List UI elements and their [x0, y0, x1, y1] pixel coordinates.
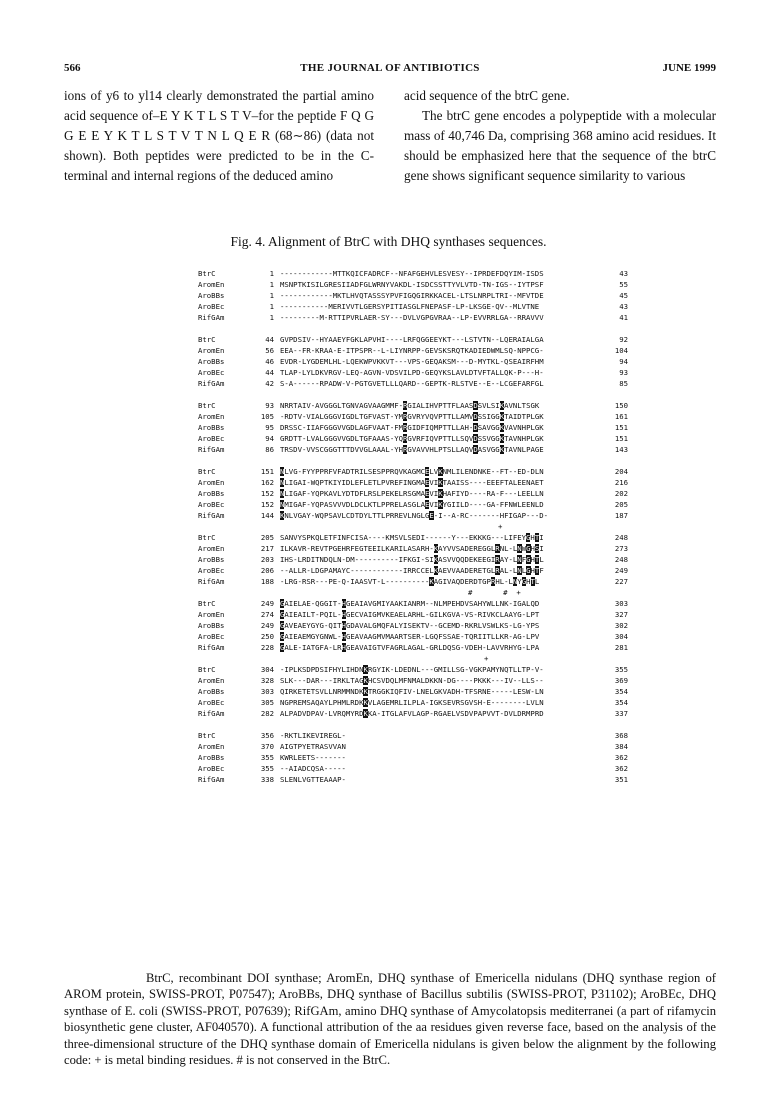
- highlighted-residue: G: [280, 621, 285, 630]
- highlighted-residue: K: [363, 665, 368, 674]
- start-position: 304: [260, 665, 274, 674]
- end-position: 369: [614, 676, 628, 685]
- highlighted-residue: N: [280, 500, 285, 509]
- alignment-sequence: GAIELAE-QGGIT-HGEAIAVGMIYAAKIANRM--NLMPEHDVSAHYWLLNK-IGALQD: [280, 599, 540, 608]
- start-position: 249: [260, 621, 274, 630]
- alignment-row: [198, 466, 658, 477]
- end-position: 55: [619, 280, 628, 289]
- functional-marks: [198, 653, 658, 664]
- alignment-row: [198, 345, 658, 356]
- highlighted-residue: K: [499, 445, 505, 454]
- organism-label: AroBBs: [198, 423, 225, 432]
- alignment-row: [198, 279, 658, 290]
- end-position: 249: [614, 566, 628, 575]
- organism-label: BtrC: [198, 665, 216, 674]
- start-position: 105: [260, 412, 274, 421]
- start-position: 250: [260, 632, 274, 641]
- end-position: 302: [614, 621, 628, 630]
- alignment-sequence: DRSSC-IIAFGGGVVGDLAGFVAAT-FMRGIDFIQMPTTLLAH-DSAVGGKVAVNHPLGK: [280, 423, 544, 432]
- highlighted-residue: K: [433, 566, 439, 575]
- highlighted-residue: D: [473, 423, 478, 432]
- alignment-sequence: KWRLEETS-------: [280, 753, 346, 762]
- block-gap: [198, 323, 658, 334]
- block-gap: [198, 389, 658, 400]
- highlighted-residue: N: [517, 544, 522, 553]
- end-position: 368: [614, 731, 628, 740]
- alignment-sequence: IHS-LRDITNDQLN-DM----------IFKGI-SIKASVVQQDEKEEGIRAY-LNFGHTL: [280, 555, 544, 564]
- alignment-sequence: NRRTAIV-AVGGGLTGNVAGVAAGMMF-RGIALIHVPTTFLAASDSVLSIKAVNLTSGK: [280, 401, 540, 410]
- end-position: 202: [614, 489, 628, 498]
- organism-label: RifGAm: [198, 511, 225, 520]
- highlighted-residue: G: [526, 555, 531, 564]
- organism-label: BtrC: [198, 401, 216, 410]
- alignment-row: [198, 290, 658, 301]
- start-position: 144: [260, 511, 274, 520]
- end-position: 143: [614, 445, 628, 454]
- alignment-row: [198, 488, 658, 499]
- alignment-sequence: ---------M-RTTIPVRLAER-SY---DVLVGPGVRAA--LP-EVVRRLGA--RRAVVV: [280, 313, 544, 322]
- start-position: 274: [260, 610, 274, 619]
- highlighted-residue: N: [517, 566, 522, 575]
- highlighted-residue: G: [526, 533, 531, 542]
- alignment-sequence: SLENLVGTTEAAAP-: [280, 775, 346, 784]
- alignment-sequence: NLVG-FYYPPRFVFADTRILSESPPRQVKAGMCELVKNMLILENDNKE--FT--ED-DLN: [280, 467, 544, 476]
- end-position: 327: [614, 610, 628, 619]
- organism-label: AromEn: [198, 544, 225, 553]
- highlighted-residue: K: [363, 676, 368, 685]
- highlighted-residue: H: [341, 643, 346, 652]
- alignment-sequence: NMIGAF-YQPASVVVDLDCLKTLPPRELASGLAEVIKYGIILD----GA-FFNWLEENLD: [280, 500, 544, 509]
- organism-label: AroBEc: [198, 632, 225, 641]
- organism-label: AromEn: [198, 280, 225, 289]
- organism-label: BtrC: [198, 533, 216, 542]
- alignment-row: [198, 697, 658, 708]
- organism-label: AroBEc: [198, 434, 225, 443]
- end-position: 281: [614, 643, 628, 652]
- highlighted-residue: D: [473, 412, 478, 421]
- start-position: 282: [260, 709, 274, 718]
- highlighted-residue: R: [495, 555, 500, 564]
- highlighted-residue: E: [425, 500, 430, 509]
- highlighted-residue: K: [499, 412, 505, 421]
- alignment-sequence: ------------MKTLHVQTASSSYPVFIGQGIRKKACEL-LTSLNRPLTRI--MFVTDE: [280, 291, 544, 300]
- organism-label: RifGAm: [198, 709, 225, 718]
- alignment-row: [198, 609, 658, 620]
- alignment-sequence: EVDR-LYGDEMLHL-LQEKWPVKKVT---VPS-GEQAKSM---D-MYTKL-QSEAIRFHM: [280, 357, 544, 366]
- start-position: 95: [265, 423, 274, 432]
- organism-label: AromEn: [198, 742, 225, 751]
- organism-label: AroBEc: [198, 302, 225, 311]
- highlighted-residue: K: [438, 500, 443, 509]
- highlighted-residue: R: [403, 412, 408, 421]
- highlighted-residue: G: [526, 566, 531, 575]
- end-position: 92: [619, 335, 628, 344]
- highlighted-residue: T: [534, 566, 540, 575]
- organism-label: AroBEc: [198, 500, 225, 509]
- highlighted-residue: E: [429, 511, 434, 520]
- highlighted-residue: G: [280, 632, 285, 641]
- start-position: 328: [260, 676, 274, 685]
- alignment-row: [198, 444, 658, 455]
- alignment-sequence: ILKAVR-REVTPGEHRFEGTEEILKARILASARH-KAYVVSADEREGGLRNL-LNWGHSI: [280, 544, 544, 553]
- highlighted-residue: H: [341, 599, 346, 608]
- page-number: 566: [64, 62, 81, 74]
- highlighted-residue: H: [341, 621, 346, 630]
- sequence-alignment: [198, 268, 658, 785]
- alignment-sequence: -----------MERIVVTLGERSYPITIASGLFNEPASF-LP-LKSGE-QV--MLVTNE: [280, 302, 540, 311]
- start-position: 1: [269, 291, 274, 300]
- organism-label: AromEn: [198, 478, 225, 487]
- organism-label: AromEn: [198, 346, 225, 355]
- alignment-row: [198, 752, 658, 763]
- end-position: 355: [614, 665, 628, 674]
- start-position: 1: [269, 313, 274, 322]
- end-position: 43: [619, 302, 628, 311]
- end-position: 337: [614, 709, 628, 718]
- alignment-sequence: GAIEAILT-PQIL-HGECVAIGMVKEAELARHL-GILKGVA-VS-RIVKCLAAYG-LPT: [280, 610, 540, 619]
- alignment-row: [198, 510, 658, 521]
- highlighted-residue: K: [499, 423, 505, 432]
- running-header: [64, 62, 716, 78]
- block-gap: [198, 719, 658, 730]
- highlighted-residue: N: [280, 478, 285, 487]
- end-position: 151: [614, 423, 628, 432]
- highlighted-residue: H: [341, 610, 346, 619]
- highlighted-residue: D: [473, 445, 478, 454]
- start-position: 94: [265, 434, 274, 443]
- alignment-sequence: GALE-IATGFA-LRHGEAVAIGTVFAGRLAGAL-GRLDQSG-VDEH-LAVVRHYG-LPA: [280, 643, 540, 652]
- right-column-text-1: acid sequence of the btrC gene.: [404, 88, 570, 103]
- alignment-row: [198, 312, 658, 323]
- organism-label: RifGAm: [198, 445, 225, 454]
- start-position: 56: [265, 346, 274, 355]
- end-position: 273: [614, 544, 628, 553]
- alignment-sequence: EEA--FR-KRAA-E-ITPSPR--L-LIYNRPP-GEVSKSRQTKADIEDWMLSQ-NPPCG-: [280, 346, 544, 355]
- functional-marks: [198, 587, 658, 598]
- alignment-sequence: SANVYSPKQLETFINFCISA----KMSVLSEDI------Y---EKKKG---LIFEYGHTI: [280, 533, 544, 542]
- highlighted-residue: T: [530, 577, 535, 586]
- alignment-sequence: GAIEAEMGYGNWL-HGEAVAAGMVMAARTSER-LGQFSSAE-TQRIITLLKR-AG-LPV: [280, 632, 540, 641]
- alignment-row: [198, 774, 658, 785]
- alignment-sequence: NGPREMSAQAYLPHMLRDKKVLAGEMRLILPLA-IGKSEVRSGVSH-E--------LVLN: [280, 698, 544, 707]
- highlighted-residue: K: [433, 544, 439, 553]
- mark-code: # # +: [468, 588, 521, 597]
- start-position: 152: [260, 500, 274, 509]
- end-position: 45: [619, 291, 628, 300]
- highlighted-residue: R: [495, 544, 500, 553]
- organism-label: AroBEc: [198, 368, 225, 377]
- alignment-sequence: --ALLR-LDGPAMAYC------------IRRCCELKAEVVAADERETGLRAL-LNLGHTF: [280, 566, 544, 575]
- end-position: 151: [614, 434, 628, 443]
- alignment-row: [198, 268, 658, 279]
- organism-label: BtrC: [198, 269, 216, 278]
- alignment-sequence: AIGTPYETRASVVAN: [280, 742, 346, 751]
- alignment-row: [198, 631, 658, 642]
- organism-label: AroBBs: [198, 621, 225, 630]
- alignment-row: [198, 334, 658, 345]
- highlighted-residue: R: [490, 577, 496, 586]
- highlighted-residue: R: [403, 423, 408, 432]
- highlighted-residue: R: [495, 566, 500, 575]
- highlighted-residue: N: [280, 467, 285, 476]
- alignment-row: [198, 543, 658, 554]
- highlighted-residue: K: [433, 555, 439, 564]
- highlighted-residue: H: [341, 632, 346, 641]
- end-position: 248: [614, 533, 628, 542]
- start-position: 356: [260, 731, 274, 740]
- alignment-row: [198, 763, 658, 774]
- start-position: 355: [260, 764, 274, 773]
- alignment-row: [198, 576, 658, 587]
- highlighted-residue: T: [534, 555, 540, 564]
- alignment-row: [198, 554, 658, 565]
- alignment-row: [198, 741, 658, 752]
- organism-label: RifGAm: [198, 577, 225, 586]
- end-position: 161: [614, 412, 628, 421]
- start-position: 152: [260, 489, 274, 498]
- mark-code: +: [484, 654, 489, 663]
- end-position: 94: [619, 357, 628, 366]
- highlighted-residue: T: [534, 533, 540, 542]
- end-position: 216: [614, 478, 628, 487]
- start-position: 338: [260, 775, 274, 784]
- start-position: 217: [260, 544, 274, 553]
- alignment-row: [198, 730, 658, 741]
- end-position: 104: [614, 346, 628, 355]
- highlighted-residue: G: [280, 599, 285, 608]
- alignment-sequence: -IPLKSDPDSIFHYLIHDNKRGYIK-LDEDNL---GMILLSG-VGKPAMYNQTLLTP-V-: [280, 665, 544, 674]
- organism-label: RifGAm: [198, 379, 225, 388]
- start-position: 249: [260, 599, 274, 608]
- highlighted-residue: K: [438, 467, 443, 476]
- alignment-sequence: SLK---DAR---IRKLTAGKHCSVDQLMFNMALDKKN-DG----PKKK---IV--LLS--: [280, 676, 544, 685]
- highlighted-residue: K: [499, 401, 505, 410]
- highlighted-residue: G: [280, 610, 285, 619]
- end-position: 93: [619, 368, 628, 377]
- organism-label: AromEn: [198, 412, 225, 421]
- start-position: 1: [269, 280, 274, 289]
- alignment-row: [198, 477, 658, 488]
- start-position: 1: [269, 269, 274, 278]
- start-position: 44: [265, 368, 274, 377]
- right-column: [404, 86, 716, 186]
- organism-label: AroBBs: [198, 357, 225, 366]
- right-column-text-2: The btrC gene encodes a polypeptide with a molecular mass of 40,746 Da, comprising 368 amino acid residues. It should be emphasized here that the sequence of the btrC gene shows significant sequence similarity to various: [404, 108, 716, 183]
- alignment-sequence: MSNPTKISILGRESIIADFGLWRNYVAKDL-ISDCSSTTYVLVTD-TN-IGS--IYTPSF: [280, 280, 544, 289]
- end-position: 41: [619, 313, 628, 322]
- end-position: 150: [614, 401, 628, 410]
- end-position: 384: [614, 742, 628, 751]
- issue-date: JUNE 1999: [662, 62, 716, 74]
- highlighted-residue: R: [403, 445, 408, 454]
- left-column-text: ions of y6 to yl14 clearly demonstrated the partial amino acid sequence of–E Y K T L S T V–for the peptide F Q G G E E Y K T L S T V T N L Q E R (68∼86) (data not shown). Both peptides were predicted to be in the C-terminal and internal regions of the deduced amino: [64, 88, 374, 183]
- end-position: 354: [614, 687, 628, 696]
- end-position: 362: [614, 764, 628, 773]
- organism-label: RifGAm: [198, 775, 225, 784]
- alignment-sequence: GAVEAEYGYG-QITHGDAVALGMQFALYISEKTV--GCEMD-RKRLVSWLKS-LG-YPS: [280, 621, 540, 630]
- alignment-row: [198, 499, 658, 510]
- journal-title: THE JOURNAL OF ANTIBIOTICS: [300, 62, 480, 74]
- highlighted-residue: G: [280, 643, 285, 652]
- caption-text: BtrC, recombinant DOI synthase; AromEn, DHQ synthase of Emericella nidulans (DHQ synthase region of AROM protein, SWISS-PROT, P07547); AroBBs, DHQ synthase of Bacillus subtilis (SWISS-PROT, P31102); AroBEc, DHQ synthase of E. coli (SWISS-PROT, P07639); RifGAm, amino DHQ synthase of Amycolatopsis mediterranei (a part of rifamycin biosynthetic gene cluster, AF040570). A functional attribution of the aa residues given reverse face, based on the analysis of the three-dimensional structure of the DHQ synthase domain of Emericella nidulans is given below the alignment by the following code: + is metal binding residues. # is not conserved in the BtrC.: [64, 971, 716, 1068]
- alignment-sequence: NLIGAI-WQPTKIYIDLEFLETLPVREFINGMAEVIKTAAISS----EEEFTALEENAET: [280, 478, 544, 487]
- alignment-row: [198, 598, 658, 609]
- end-position: 187: [614, 511, 628, 520]
- start-position: 42: [265, 379, 274, 388]
- highlighted-residue: K: [363, 698, 368, 707]
- alignment-row: [198, 367, 658, 378]
- alignment-row: [198, 411, 658, 422]
- figure-title: Fig. 4. Alignment of BtrC with DHQ synthases sequences.: [230, 234, 547, 249]
- start-position: 162: [260, 478, 274, 487]
- alignment-sequence: -RDTV-VIALGGGVIGDLTGFVAST-YMRGVRYVQVPTTLLAMVDSSIGGKTAIDTPLGK: [280, 412, 544, 421]
- highlighted-residue: E: [425, 467, 430, 476]
- start-position: 228: [260, 643, 274, 652]
- highlighted-residue: N: [512, 577, 518, 586]
- highlighted-residue: R: [403, 434, 408, 443]
- highlighted-residue: K: [499, 434, 505, 443]
- alignment-sequence: GRDTT-LVALGGGVVGDLTGFAAAS-YQRGVRFIQVPTTLLSQVDSSVGGKTAVNHPLGK: [280, 434, 544, 443]
- highlighted-residue: K: [438, 478, 443, 487]
- end-position: 351: [614, 775, 628, 784]
- start-position: 86: [265, 445, 274, 454]
- end-position: 248: [614, 555, 628, 564]
- organism-label: AroBBs: [198, 489, 225, 498]
- functional-marks: [198, 521, 658, 532]
- highlighted-residue: E: [425, 478, 430, 487]
- end-position: 362: [614, 753, 628, 762]
- alignment-row: [198, 433, 658, 444]
- highlighted-residue: D: [473, 401, 478, 410]
- left-column: [64, 86, 374, 186]
- organism-label: BtrC: [198, 335, 216, 344]
- organism-label: AromEn: [198, 676, 225, 685]
- alignment-row: [198, 422, 658, 433]
- highlighted-residue: D: [473, 434, 478, 443]
- start-position: 370: [260, 742, 274, 751]
- organism-label: AroBBs: [198, 555, 225, 564]
- alignment-row: [198, 532, 658, 543]
- figure-caption: [64, 970, 716, 1068]
- alignment-row: [198, 301, 658, 312]
- alignment-sequence: KNLVGAY-WQPSAVLCDTDYLTTLPRREVLNGLGE-I--A-RC-------HFIGAP---D-: [280, 511, 549, 520]
- alignment-sequence: ------------MTTKQICFADRCF--NFAFGEHVLESVESY--IPRDEFDQYIM-ISDS: [280, 269, 544, 278]
- alignment-row: [198, 642, 658, 653]
- alignment-sequence: -RKTLIKEVIREGL-: [280, 731, 346, 740]
- highlighted-residue: K: [280, 511, 285, 520]
- alignment-row: [198, 708, 658, 719]
- block-gap: [198, 455, 658, 466]
- end-position: 354: [614, 698, 628, 707]
- alignment-sequence: QIRKETETSVLLNRMMNDKKTRGGKIQFIV-LNELGKVADH-TFSRNE-----LESW-LN: [280, 687, 544, 696]
- highlighted-residue: G: [526, 544, 531, 553]
- start-position: 46: [265, 357, 274, 366]
- highlighted-residue: N: [280, 489, 285, 498]
- end-position: 205: [614, 500, 628, 509]
- start-position: 93: [265, 401, 274, 410]
- alignment-sequence: --AIADCQSA-----: [280, 764, 346, 773]
- organism-label: BtrC: [198, 599, 216, 608]
- start-position: 151: [260, 467, 274, 476]
- highlighted-residue: K: [363, 687, 368, 696]
- alignment-row: [198, 675, 658, 686]
- start-position: 188: [260, 577, 274, 586]
- start-position: 1: [269, 302, 274, 311]
- alignment-row: [198, 686, 658, 697]
- end-position: 43: [619, 269, 628, 278]
- organism-label: AroBBs: [198, 291, 225, 300]
- end-position: 85: [619, 379, 628, 388]
- highlighted-residue: N: [517, 555, 522, 564]
- highlighted-residue: K: [429, 577, 434, 586]
- organism-label: AroBEc: [198, 698, 225, 707]
- start-position: 205: [260, 533, 274, 542]
- highlighted-residue: K: [438, 489, 443, 498]
- organism-label: RifGAm: [198, 643, 225, 652]
- highlighted-residue: R: [403, 401, 408, 410]
- alignment-sequence: S-A------RPADW-V-PGTGVETLLLQARD--GEPTK-RLSTVE--E--LCGEFARFGL: [280, 379, 544, 388]
- organism-label: AroBBs: [198, 687, 225, 696]
- organism-label: BtrC: [198, 467, 216, 476]
- start-position: 303: [260, 687, 274, 696]
- organism-label: AroBBs: [198, 753, 225, 762]
- organism-label: AroBEc: [198, 566, 225, 575]
- alignment-sequence: TRSDV-VVSCGGGTTTDVVGLAAAL-YHRGVAVVHLPTSLLAQVDASVGGKTAVNLPAGE: [280, 445, 544, 454]
- alignment-sequence: ALPADVDPAV-LVRQMYRDKKA-ITGLAFVLAGP-RGAELVSDVPAPVVT-DVLDRMPRD: [280, 709, 544, 718]
- mark-code: +: [498, 522, 503, 531]
- alignment-row: [198, 664, 658, 675]
- alignment-row: [198, 400, 658, 411]
- alignment-sequence: -LRG-RSR---PE-Q-IAASVT-L----------KAGIVAQDERDTGPRHL-LNYGHTL: [280, 577, 540, 586]
- alignment-row: [198, 378, 658, 389]
- highlighted-residue: S: [534, 544, 540, 553]
- highlighted-residue: E: [425, 489, 430, 498]
- start-position: 44: [265, 335, 274, 344]
- organism-label: AromEn: [198, 610, 225, 619]
- end-position: 227: [614, 577, 628, 586]
- alignment-row: [198, 620, 658, 631]
- end-position: 204: [614, 467, 628, 476]
- alignment-row: [198, 356, 658, 367]
- start-position: 305: [260, 698, 274, 707]
- alignment-sequence: GVPDSIV--HYAAEYFGKLAPVHI----LRFQGGEEYKT---LSTVTN--LQERAIALGA: [280, 335, 544, 344]
- alignment-sequence: TLAP-LYLDKVRGV-LEQ-AGVN-VDSVILPD-GEQYKSLAVLDTVFTALLQK-P---H-: [280, 368, 544, 377]
- organism-label: AroBEc: [198, 764, 225, 773]
- highlighted-residue: G: [521, 577, 527, 586]
- organism-label: RifGAm: [198, 313, 225, 322]
- organism-label: BtrC: [198, 731, 216, 740]
- start-position: 355: [260, 753, 274, 762]
- alignment-sequence: NLIGAF-YQPKAVLYDTDFLRSLPEKELRSGMAEVIKHAFIYD----RA-F---LEELLN: [280, 489, 544, 498]
- alignment-row: [198, 565, 658, 576]
- end-position: 304: [614, 632, 628, 641]
- start-position: 206: [260, 566, 274, 575]
- end-position: 303: [614, 599, 628, 608]
- start-position: 203: [260, 555, 274, 564]
- highlighted-residue: K: [363, 709, 368, 718]
